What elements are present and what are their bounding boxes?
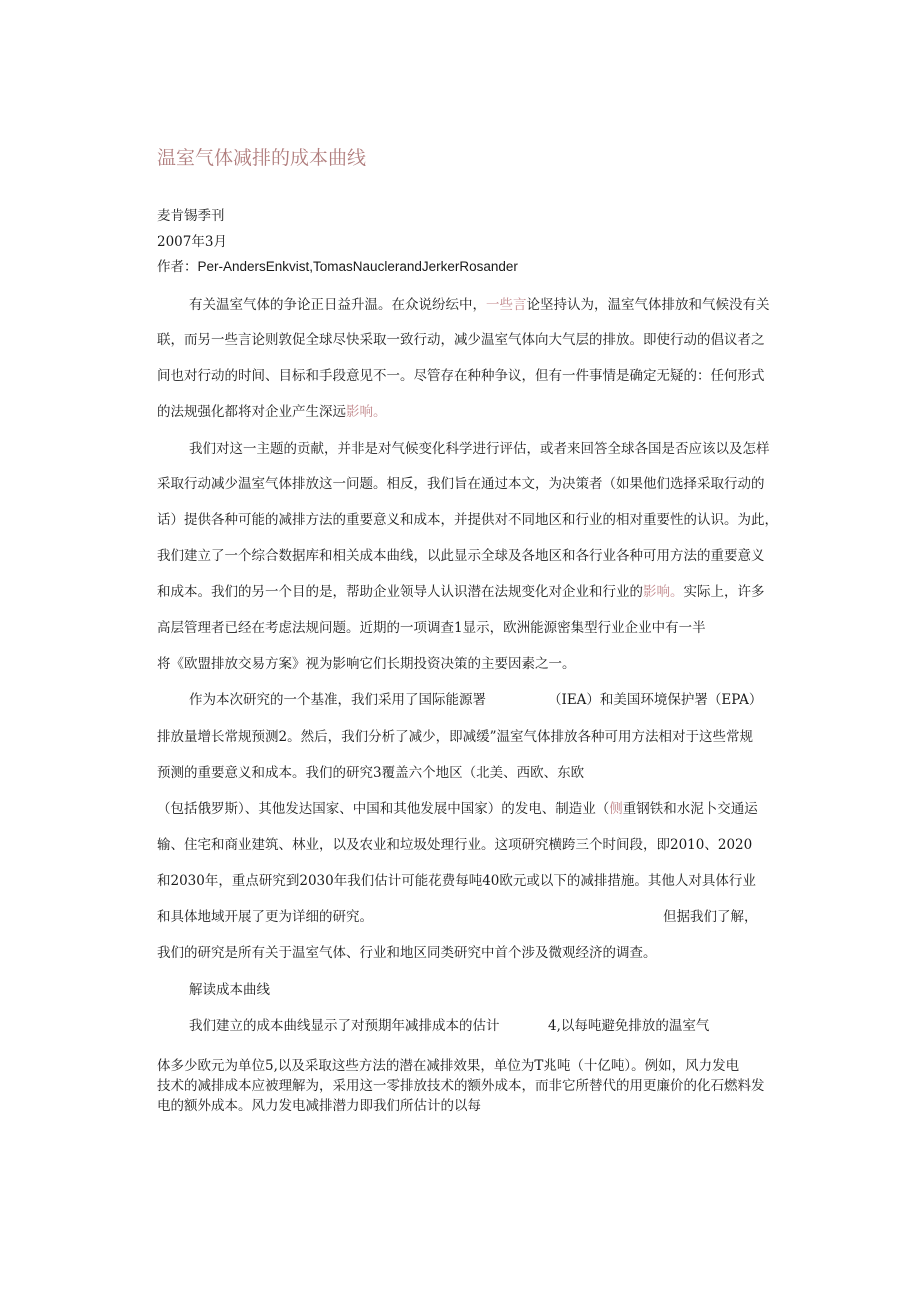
- p2-l5a: 和成本。我们的另一个目的是，帮助企业领导人认识潜在法规变化对企业和行业的: [157, 584, 643, 600]
- p1-l4b-highlight: 影响。: [346, 404, 387, 420]
- author-names: Per-AndersEnkvist,TomasNauclerandJerkerRosander: [197, 259, 518, 274]
- p4-line-1b: 4,以每吨避免排放的温室气: [548, 1018, 710, 1034]
- p3-l4a: （包括俄罗斯）、其他发达国家、中国和其他发展中国家）的发电、制造业（: [157, 801, 610, 817]
- p1-line-2: 联，而另一些言论则敦促全球尽快采取一致行动，减少温室气体向大气层的排放。即使行动的倡议者之: [157, 332, 765, 348]
- p2-line-6: 高层管理者已经在考虑法规问题。近期的一项调查1显示，欧洲能源密集型行业企业中有一半: [157, 620, 706, 636]
- p1-l4a: 的法规强化都将对企业产生深远: [157, 404, 346, 420]
- p3-l4c: 重钢铁和水泥卜交通运: [622, 801, 758, 817]
- p4-line-3: 技术的减排成本应被理解为，采用这一零排放技术的额外成本，而非它所替代的用更廉价的化石燃料发: [157, 1078, 765, 1094]
- p1-l1a: 有关温室气体的争论正日益升温。在众说纷纭中，: [189, 297, 486, 313]
- p2-line-4: 我们建立了一个综合数据库和相关成本曲线，以此显示全球及各地区和各行业各种可用方法的重要意义: [157, 548, 765, 564]
- author-label: 作者：: [157, 259, 198, 275]
- section-heading: 解读成本曲线: [189, 982, 270, 998]
- p2-line-2: 采取行动减少温室气体排放这一问题。相反，我们旨在通过本文，为决策者（如果他们选择采取行动的: [157, 476, 765, 492]
- p2-line-1: 我们对这一主题的贡献，并非是对气候变化科学进行评估，或者来回答全球各国是否应该以及怎样: [189, 441, 770, 457]
- page-title: 温室气体减排的成本曲线: [157, 147, 367, 169]
- p4-line-2: 体多少欧元为单位5,以及采取这些方法的潜在减排效果，单位为T兆吨（十亿吨）。例如，风力发电: [157, 1058, 740, 1074]
- source-line: 麦肯锡季刊: [157, 208, 225, 224]
- p3-l4b-highlight: 侧: [609, 801, 623, 817]
- date-line: 2007年3月: [157, 234, 227, 250]
- p2-l5b-highlight: 影响。: [643, 584, 684, 600]
- p1-l1c: 论坚持认为，温室气体排放和气候没有关: [526, 297, 770, 313]
- p3-line-4: [157, 799, 758, 819]
- p2-line-5: [157, 582, 765, 602]
- p3-line-8: 我们的研究是所有关于温室气体、行业和地区同类研究中首个涉及微观经济的调查。: [157, 945, 657, 961]
- p2-line-7: 将《欧盟排放交易方案》视为影响它们长期投资决策的主要因素之一。: [157, 656, 576, 672]
- p1-l1b-highlight: 一些言: [486, 297, 527, 313]
- p2-l5c: 实际上，许多: [683, 584, 765, 600]
- p3-line-1b: （IEA）和美国环境保护署（EPA）: [548, 692, 763, 708]
- p4-line-1a: 我们建立的成本曲线显示了对预期年减排成本的估计: [189, 1018, 500, 1034]
- p2-line-3: 话）提供各种可能的减排方法的重要意义和成本，并提供对不同地区和行业的相对重要性的认识。为此，: [157, 512, 778, 528]
- p3-line-7a: 和具体地域开展了更为详细的研究。: [157, 909, 373, 925]
- author-line: [157, 257, 518, 277]
- p1-line-3: 间也对行动的时间、目标和手段意见不一。尽管存在种种争议，但有一件事情是确定无疑的：任何形式: [157, 368, 765, 384]
- p3-line-6: 和2030年，重点研究到2030年我们估计可能花费每吨40欧元或以下的减排措施。其他人对具体行业: [157, 873, 756, 889]
- p4-line-4: 电的额外成本。风力发电减排潜力即我们所估计的以每: [157, 1098, 481, 1114]
- p3-line-1a: 作为本次研究的一个基准，我们采用了国际能源署: [189, 692, 486, 708]
- p1-line-1: [189, 295, 770, 315]
- p3-line-5: 输、住宅和商业建筑、林业，以及农业和垃圾处理行业。这项研究横跨三个时间段，即2010、2020: [157, 837, 753, 853]
- p3-line-3: 预测的重要意义和成本。我们的研究3覆盖六个地区（北美、西欧、东欧: [157, 765, 585, 781]
- p3-line-2: 排放量增长常规预测2。然后，我们分析了减少，即减缓”温室气体排放各种可用方法相对于这些常规: [157, 729, 753, 745]
- p3-line-7b: 但据我们了解，: [663, 909, 758, 925]
- p1-line-4: [157, 402, 387, 422]
